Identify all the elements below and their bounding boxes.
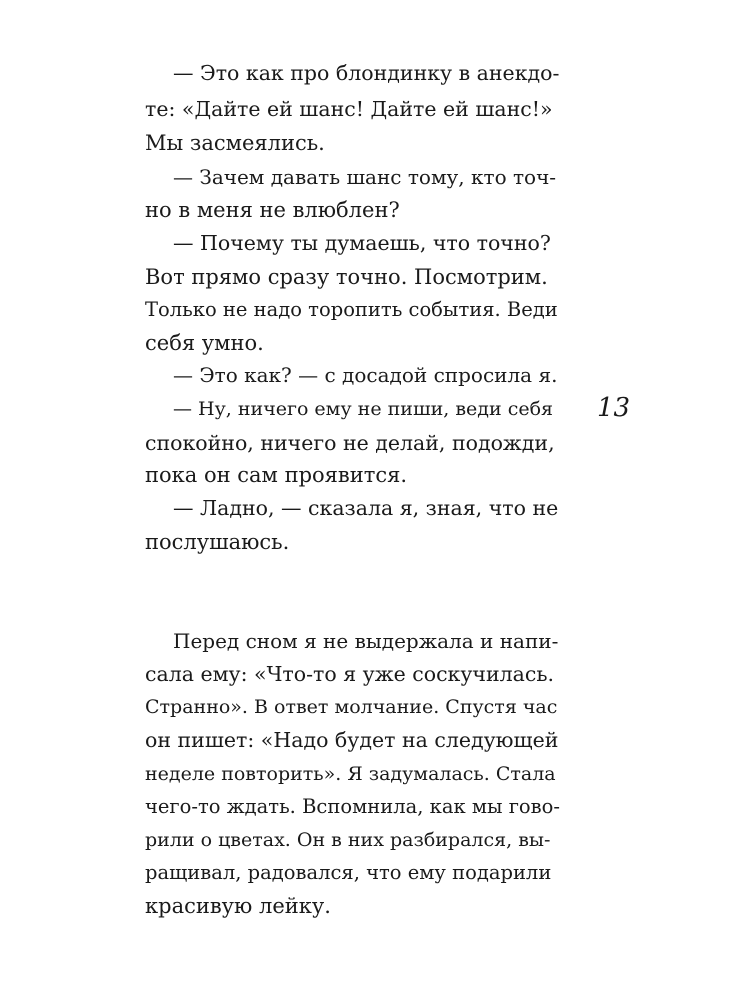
text-line: — Ну, ничего ему не пиши, веди себя [173, 398, 554, 420]
text-line: — Зачем давать шанс тому, кто точ- [173, 165, 557, 189]
text-line: Перед сном я не выдержала и напи- [173, 629, 559, 653]
text-line: пока он сам проявится. [145, 463, 408, 487]
text-line: послушаюсь. [145, 530, 290, 554]
text-line: чего-то ждать. Вспомнила, как мы гово- [145, 795, 560, 818]
text-line: рили о цветах. Он в них разбирался, вы- [145, 829, 551, 851]
text-line: красивую лейку. [145, 894, 331, 918]
text-line: сала ему: «Что-то я уже соскучилась. [145, 662, 555, 686]
text-line: ращивал, радовался, что ему подарили [145, 861, 552, 884]
text-line: — Почему ты думаешь, что точно? [173, 231, 551, 255]
text-line: он пишет: «Надо будет на следующей [145, 728, 559, 752]
text-line: Странно». В ответ молчание. Спустя час [145, 696, 558, 718]
text-line: но в меня не влюблен? [145, 198, 400, 222]
text-line: неделе повторить». Я задумалась. Стала [145, 763, 556, 785]
text-line: спокойно, ничего не делай, подожди, [145, 431, 555, 455]
text-line: — Это как? — с досадой спросила я. [173, 363, 558, 387]
text-line: — Ладно, — сказала я, зная, что не [173, 496, 559, 520]
text-line: Вот прямо сразу точно. Посмотрим. [145, 265, 548, 289]
text-line: себя умно. [145, 331, 264, 355]
text-line: те: «Дайте ей шанс! Дайте ей шанс!» [145, 97, 553, 121]
text-line: — Это как про блондинку в анекдо- [173, 61, 560, 85]
page-number: 13 [597, 393, 631, 423]
text-line: Только не надо торопить события. Веди [145, 298, 558, 321]
text-line: Мы засмеялись. [145, 131, 325, 155]
